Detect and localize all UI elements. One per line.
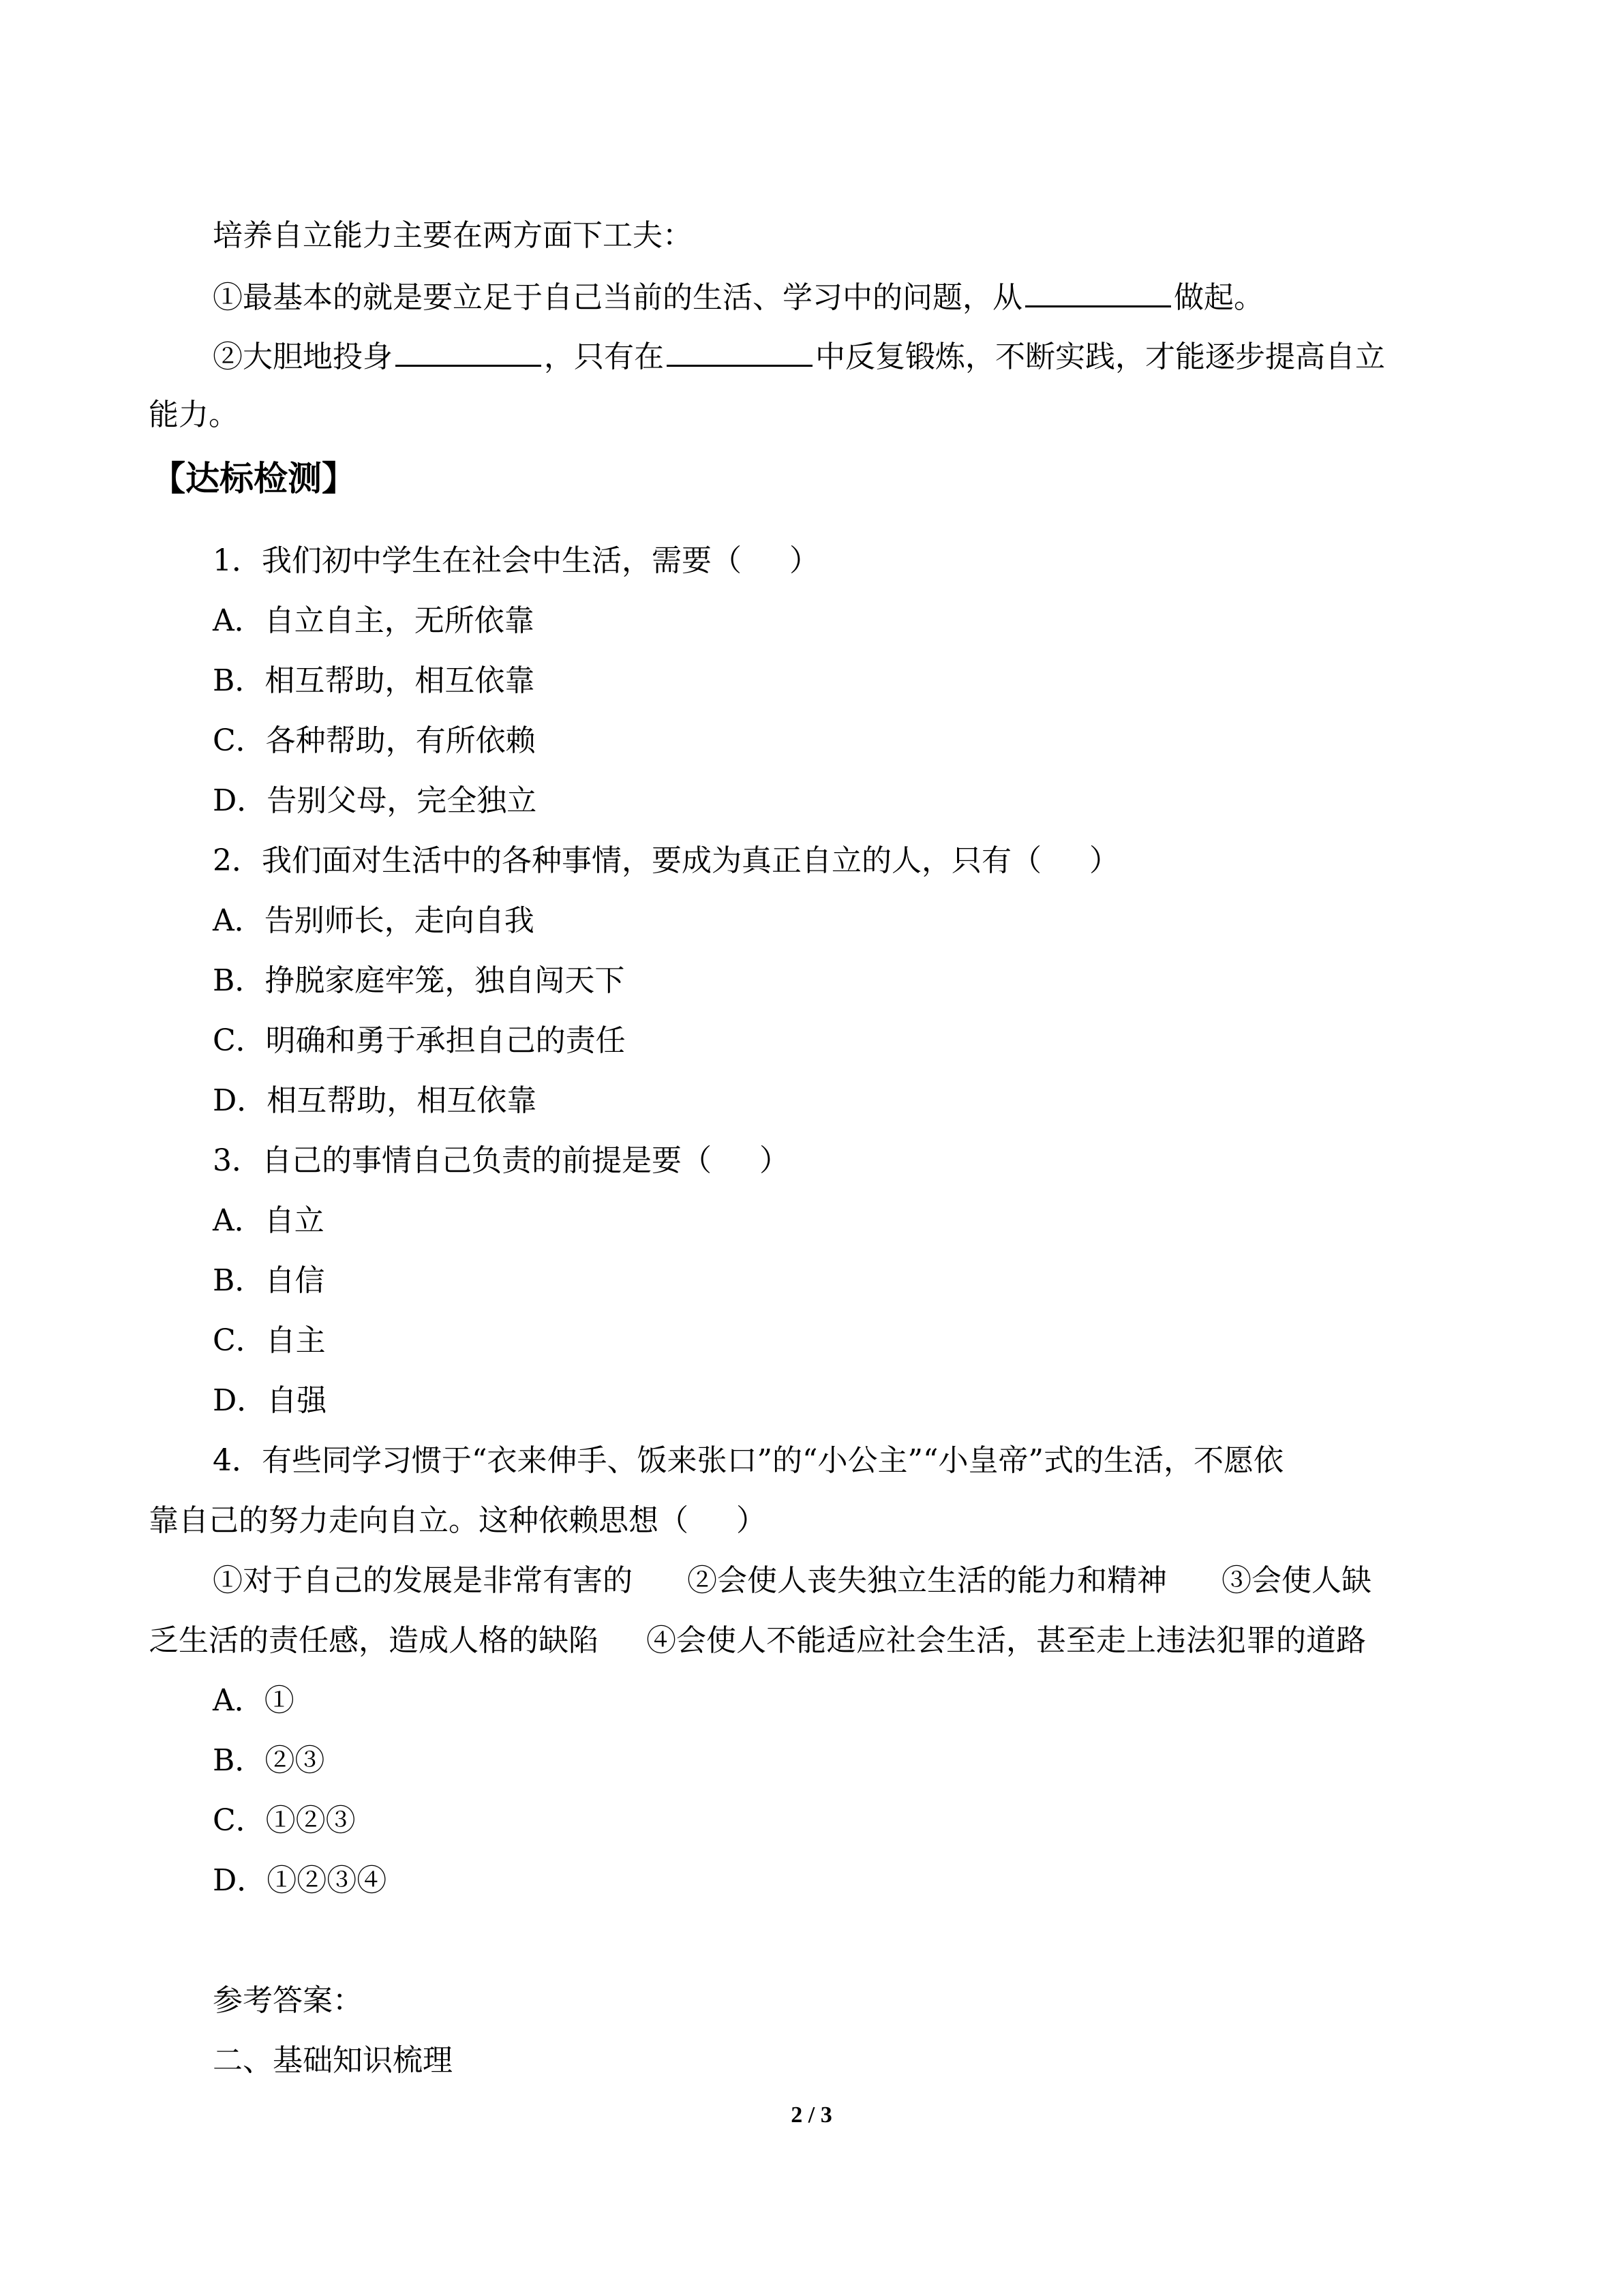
statement-2: ②会使人丧失独立生活的能力和精神 <box>687 1563 1167 1598</box>
question-3-bracket: ） <box>759 1143 789 1178</box>
intro-point-2-cont: 能力。 <box>149 397 239 432</box>
question-1-option-c[interactable]: C．各种帮助，有所依赖 <box>213 723 536 758</box>
question-4-bracket: ） <box>736 1503 766 1538</box>
question-4-statements-line-1 <box>213 1560 1371 1601</box>
fill-blank-2[interactable] <box>395 335 541 367</box>
question-3-option-d[interactable]: D．自强 <box>213 1383 327 1418</box>
point-2-text-c: 中反复锻炼，不断实践，才能逐步提高自立 <box>815 339 1385 374</box>
fill-blank-1[interactable] <box>1025 275 1171 307</box>
question-2-bracket: ） <box>1089 843 1119 878</box>
question-3-option-b[interactable]: B．自信 <box>213 1263 325 1298</box>
statement-3-start: ③会使人缺 <box>1222 1563 1371 1598</box>
question-1-text: 1．我们初中学生在社会中生活，需要（ <box>213 543 742 578</box>
answers-title: 参考答案： <box>213 1983 363 2018</box>
question-1-option-d[interactable]: D．告别父母，完全独立 <box>213 783 537 818</box>
point-1-text-end: 做起。 <box>1174 280 1264 315</box>
intro-heading-line: 培养自立能力主要在两方面下工夫： <box>213 218 693 253</box>
question-2-stem <box>213 841 1119 881</box>
question-4-stem-line-1: 4．有些同学习惯于“衣来伸手、饭来张口”的“小公主”“小皇帝”式的生活，不愿依 <box>213 1443 1284 1478</box>
question-3-option-a[interactable]: A．自立 <box>213 1203 324 1238</box>
question-1-option-b[interactable]: B．相互帮助，相互依靠 <box>213 663 535 698</box>
fill-blank-3[interactable] <box>667 335 813 367</box>
statement-4: ④会使人不能适应社会生活，甚至走上违法犯罪的道路 <box>646 1623 1366 1658</box>
question-3-option-c[interactable]: C．自主 <box>213 1323 326 1358</box>
question-2-option-b[interactable]: B．挣脱家庭牢笼，独自闯天下 <box>213 963 625 998</box>
question-2-option-c[interactable]: C．明确和勇于承担自己的责任 <box>213 1023 626 1058</box>
intro-point-2 <box>213 335 1385 378</box>
question-3-stem <box>213 1141 789 1181</box>
statement-1: ①对于自己的发展是非常有害的 <box>213 1563 633 1598</box>
question-2-text: 2．我们面对生活中的各种事情，要成为真正自立的人，只有（ <box>213 843 1042 878</box>
point-1-text: ①最基本的就是要立足于自己当前的生活、学习中的问题，从 <box>213 280 1022 315</box>
question-1-stem <box>213 541 819 581</box>
section-title: 【达标检测】 <box>151 459 356 498</box>
question-4-text: 靠自己的努力走向自立。这种依赖思想（ <box>149 1503 688 1538</box>
question-4-option-d[interactable]: D．①②③④ <box>213 1863 387 1898</box>
point-2-text-b: ，只有在 <box>544 339 664 374</box>
statement-3-end: 乏生活的责任感，造成人格的缺陷 <box>149 1623 598 1658</box>
answers-section: 二、基础知识梳理 <box>213 2043 453 2078</box>
question-4-option-a[interactable]: A．① <box>213 1683 294 1718</box>
question-4-statements-line-2 <box>149 1620 1366 1661</box>
question-4-option-c[interactable]: C．①②③ <box>213 1803 356 1838</box>
intro-point-1 <box>213 275 1264 318</box>
question-3-text: 3．自己的事情自己负责的前提是要（ <box>213 1143 712 1178</box>
page-number: 2 / 3 <box>791 2102 832 2128</box>
question-2-option-d[interactable]: D．相互帮助，相互依靠 <box>213 1083 537 1118</box>
question-1-option-a[interactable]: A．自立自主，无所依靠 <box>213 603 534 638</box>
question-1-bracket: ） <box>789 543 819 578</box>
question-4-option-b[interactable]: B．②③ <box>213 1743 325 1778</box>
question-4-stem-line-2 <box>149 1500 766 1541</box>
question-2-option-a[interactable]: A．告别师长，走向自我 <box>213 903 534 938</box>
point-2-text-a: ②大胆地投身 <box>213 339 393 374</box>
